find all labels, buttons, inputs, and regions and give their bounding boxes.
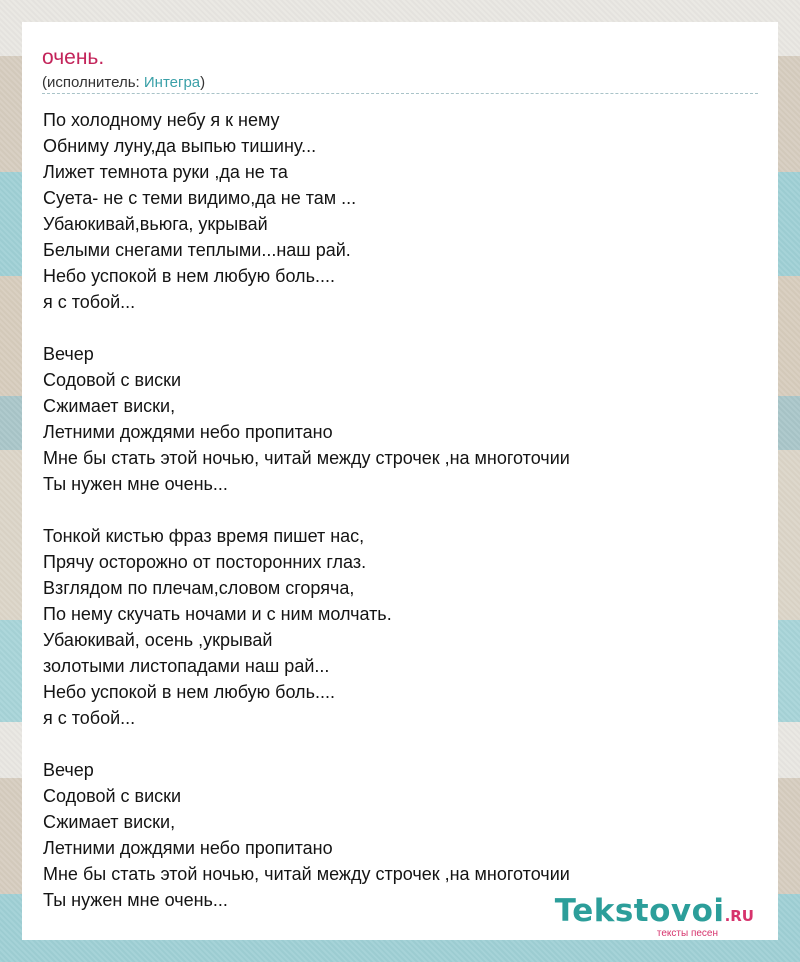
lyric-line: Вечер xyxy=(43,760,94,780)
lyric-line: Взглядом по плечам,словом сгоряча, xyxy=(43,578,355,598)
lyric-line: Лижет темнота руки ,да не та xyxy=(43,162,288,182)
lyric-line: Обниму луну,да выпью тишину... xyxy=(43,136,317,156)
lyric-line: Тонкой кистью фраз время пишет нас, xyxy=(43,526,365,546)
lyric-line: По холодному небу я к нему xyxy=(43,110,280,130)
lyric-line: я с тобой... xyxy=(43,708,136,728)
lyric-line: Суета- не с теми видимо,да не там ... xyxy=(43,188,357,208)
title-divider xyxy=(42,93,758,94)
stanza-break xyxy=(43,731,758,757)
lyric-line: Содовой с виски xyxy=(43,370,182,390)
lyric-line: Сжимает виски, xyxy=(43,812,176,832)
lyrics-card xyxy=(22,22,778,940)
stanza-break xyxy=(43,497,758,523)
lyric-line: Мне бы стать этой ночью, читай между строчек ,на многоточии xyxy=(43,864,570,884)
lyric-line: Сжимает виски, xyxy=(43,396,176,416)
lyric-line: золотыми листопадами наш рай... xyxy=(43,656,330,676)
lyric-line: Небо успокой в нем любую боль.... xyxy=(43,266,335,286)
logo-wordmark xyxy=(555,895,754,932)
artist-link[interactable]: Интегра xyxy=(143,74,201,91)
song-title: очень. xyxy=(42,46,105,69)
lyric-line: я с тобой... xyxy=(43,292,136,312)
lyric-line: Убаюкивай, осень ,укрывай xyxy=(43,630,273,650)
lyric-line: Небо успокой в нем любую боль.... xyxy=(43,682,335,702)
lyric-line: Мне бы стать этой ночью, читай между строчек ,на многоточии xyxy=(43,448,570,468)
lyric-line: Убаюкивай,вьюга, укрывай xyxy=(43,214,268,234)
logo-name: Tekstovoi xyxy=(554,893,725,929)
lyric-line: По нему скучать ночами и с ним молчать. xyxy=(43,604,392,624)
logo-tld: .RU xyxy=(724,907,754,925)
artist-prefix: (исполнитель: xyxy=(42,74,144,91)
lyric-line: Ты нужен мне очень... xyxy=(43,890,228,910)
lyric-line: Прячу осторожно от посторонних глаз. xyxy=(43,552,367,572)
site-logo[interactable] xyxy=(555,895,754,940)
lyric-line: Летними дождями небо пропитано xyxy=(43,422,333,442)
artist-suffix: ) xyxy=(200,74,206,91)
lyric-line: Содовой с виски xyxy=(43,786,182,806)
lyric-line: Ты нужен мне очень... xyxy=(43,474,228,494)
lyrics-text xyxy=(43,107,758,913)
stanza-break xyxy=(43,315,758,341)
logo-tagline: тексты песен xyxy=(656,928,718,939)
lyric-line: Вечер xyxy=(43,344,94,364)
lyric-line: Белыми снегами теплыми...наш рай. xyxy=(43,240,351,260)
artist-line xyxy=(42,74,205,91)
lyric-line: Летними дождями небо пропитано xyxy=(43,838,333,858)
